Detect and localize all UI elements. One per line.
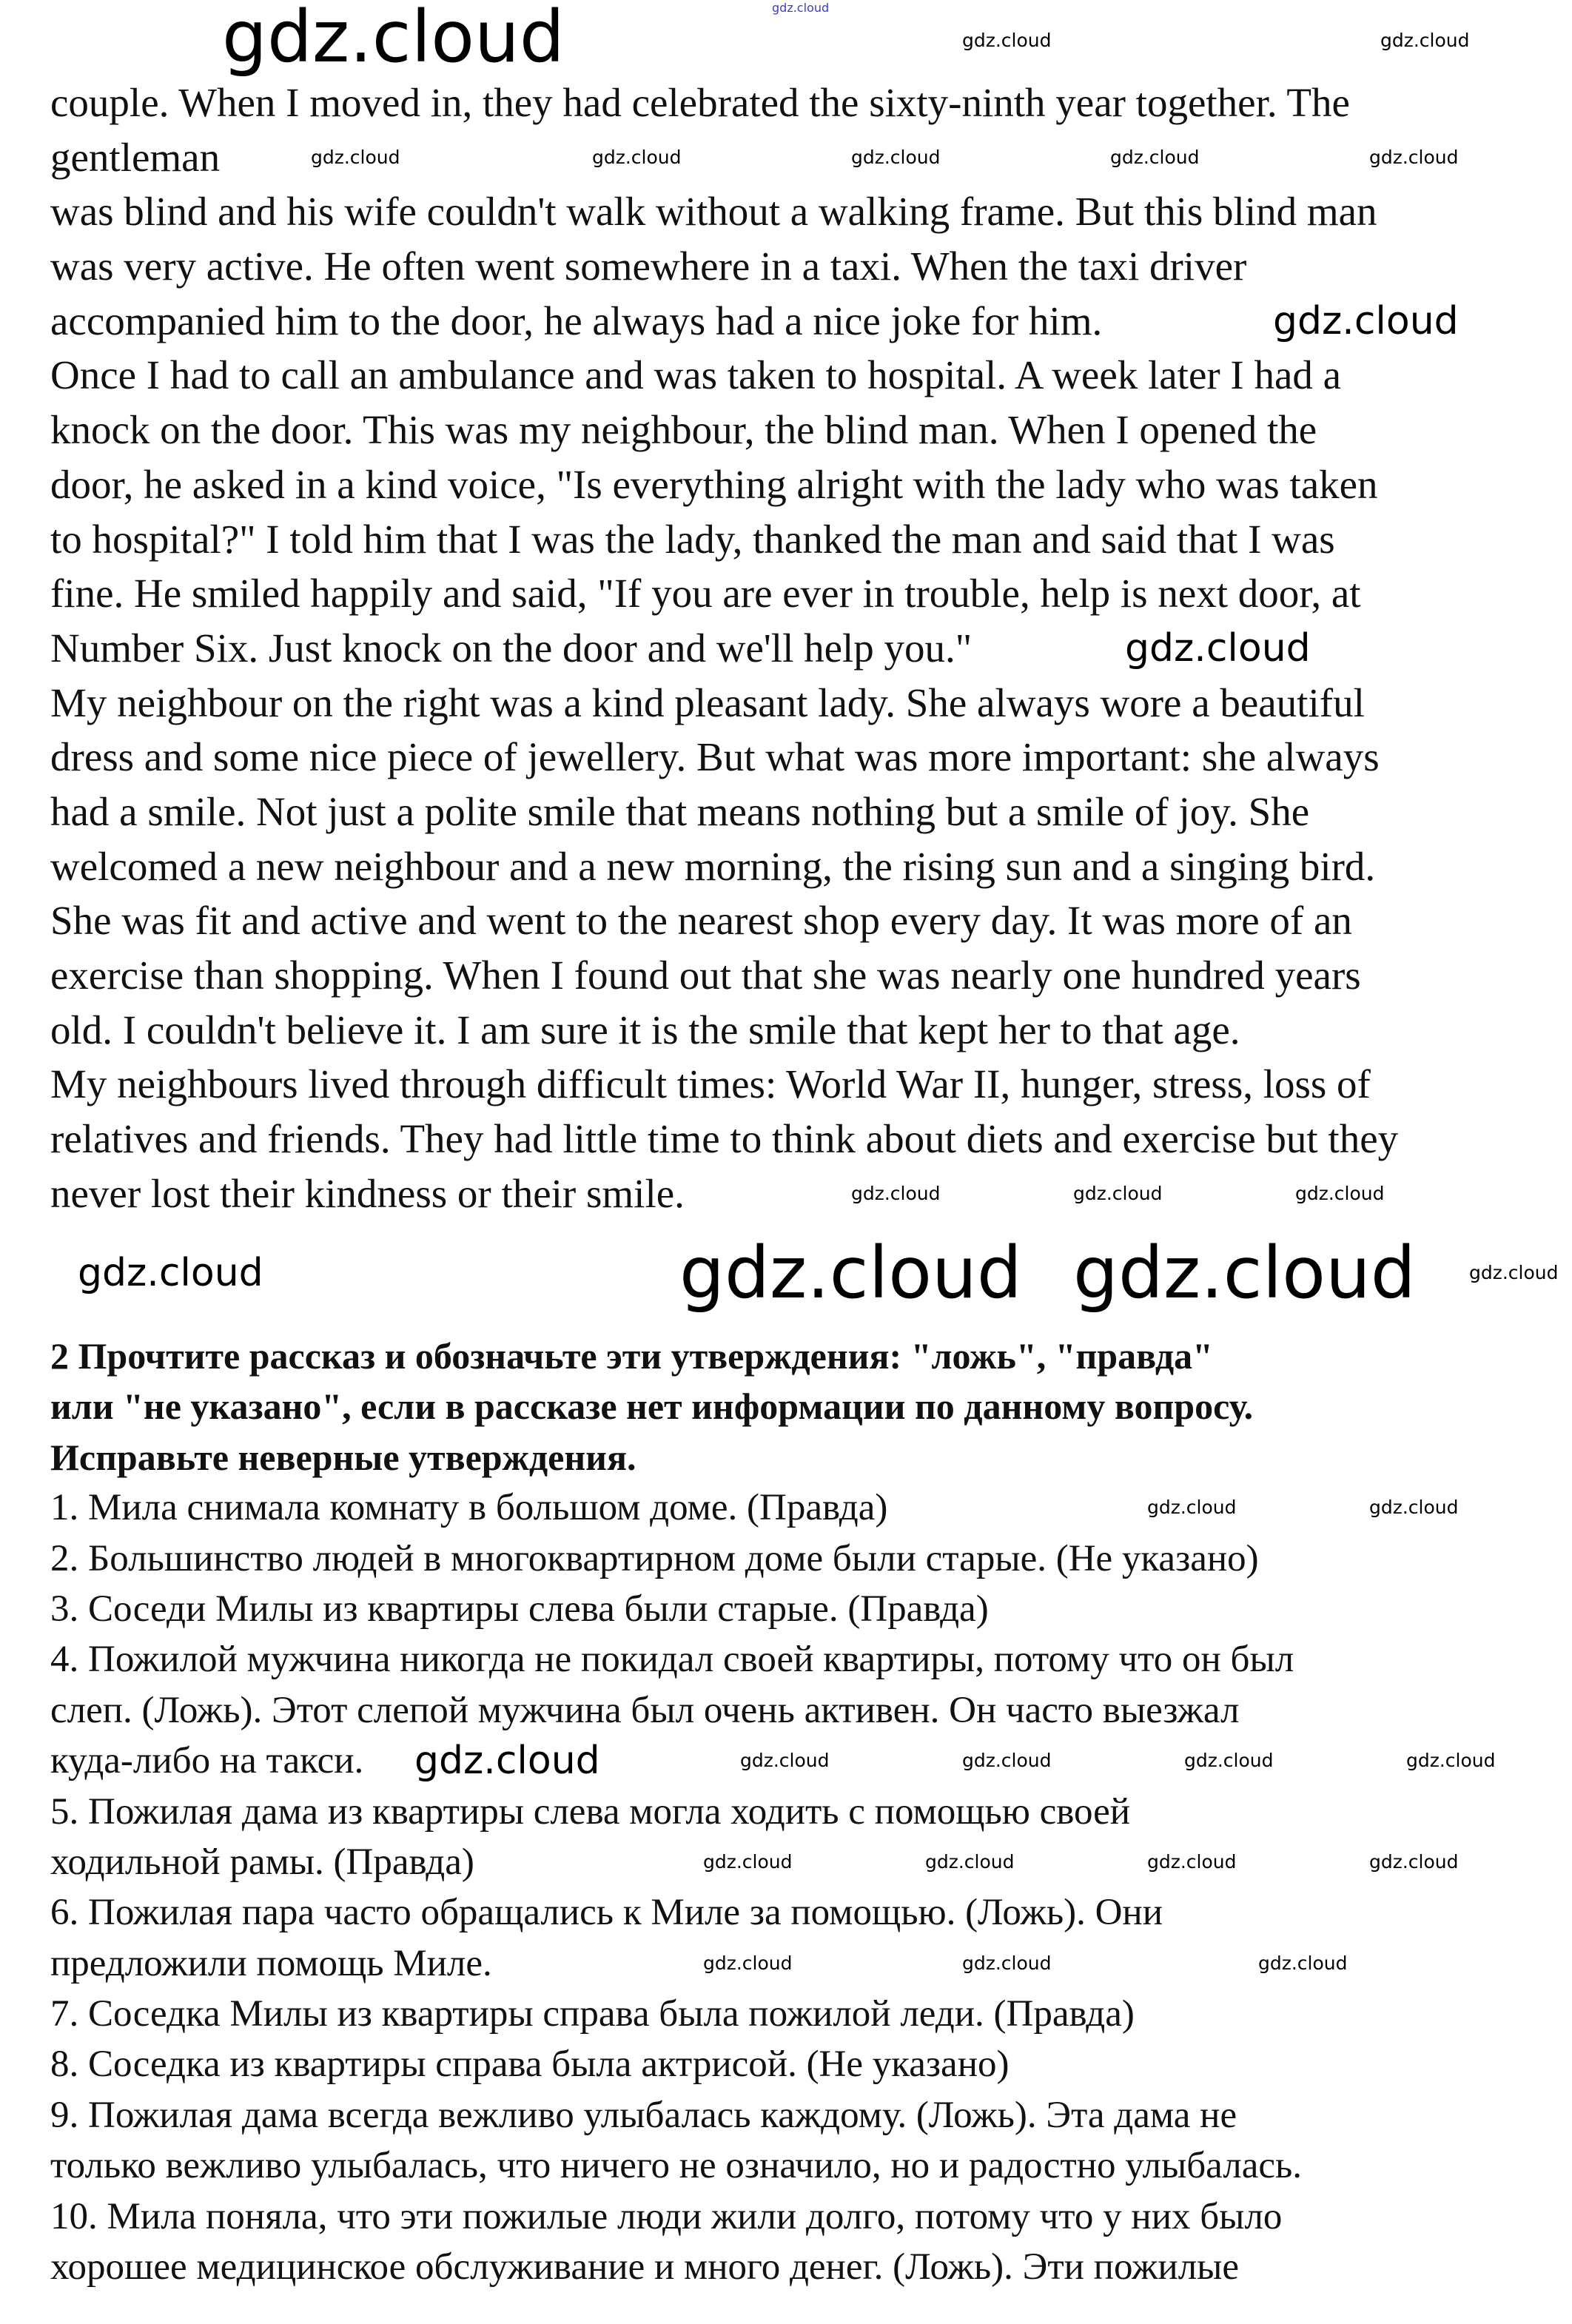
story-line: fine. He smiled happily and said, "If you are ever in trouble, help is next door, at bbox=[50, 571, 1361, 617]
answer-line: хорошее медицинское обслуживание и много денег. (Ложь). Эти пожилые bbox=[50, 2246, 1240, 2288]
story-line: to hospital?" I told him that I was the lady, thanked the man and said that I was bbox=[50, 516, 1335, 562]
watermark: gdz.cloud bbox=[1147, 1497, 1237, 1518]
watermark: gdz.cloud bbox=[1273, 299, 1459, 343]
task-heading-line: 2 Прочтите рассказ и обозначьте эти утверждения: "ложь", "правда" bbox=[50, 1335, 1213, 1377]
story-line: old. I couldn't believe it. I am sure it is the smile that kept her to that age. bbox=[50, 1007, 1240, 1052]
answer-line: 5. Пожилая дама из квартиры слева могла ходить с помощью своей bbox=[50, 1790, 1131, 1833]
watermark: gdz.cloud bbox=[1369, 147, 1459, 168]
story-text bbox=[50, 75, 1545, 1220]
watermark: gdz.cloud bbox=[414, 1739, 600, 1783]
story-line: had a smile. Not just a polite smile that means nothing but a smile of joy. She bbox=[50, 788, 1310, 834]
answer-line: 1. Мила снимала комнату в большом доме. (Правда) bbox=[50, 1487, 888, 1529]
answer-line: 2. Большинство людей в многоквартирном доме были старые. (Не указано) bbox=[50, 1537, 1259, 1579]
watermark: gdz.cloud bbox=[1125, 626, 1311, 671]
watermark: gdz.cloud bbox=[1469, 1262, 1559, 1283]
story-line: She was fit and active and went to the nearest shop every day. It was more of an bbox=[50, 898, 1352, 944]
watermark: gdz.cloud bbox=[851, 1183, 941, 1204]
answer-line: предложили помощь Миле. bbox=[50, 1942, 492, 1984]
watermark: gdz.cloud bbox=[962, 30, 1052, 51]
story-line: door, he asked in a kind voice, "Is everything alright with the lady who was taken bbox=[50, 461, 1378, 507]
story-line: welcomed a new neighbour and a new morning, the rising sun and a singing bird. bbox=[50, 843, 1376, 889]
story-line: gentleman bbox=[50, 134, 221, 180]
watermark: gdz.cloud bbox=[962, 1750, 1052, 1771]
answer-line: 3. Соседи Милы из квартиры слева были старые. (Правда) bbox=[50, 1588, 989, 1630]
story-line: exercise than shopping. When I found out that she was nearly one hundred years bbox=[50, 953, 1361, 998]
watermark: gdz.cloud bbox=[222, 0, 565, 78]
watermark: gdz.cloud bbox=[592, 147, 682, 168]
task-answers bbox=[50, 1482, 1553, 2292]
answer-line: ходильной рамы. (Правда) bbox=[50, 1841, 474, 1883]
watermark: gdz.cloud bbox=[78, 1251, 263, 1295]
story-line: was blind and his wife couldn't walk without a walking frame. But this blind man bbox=[50, 189, 1377, 235]
story-line: was very active. He often went somewhere in a taxi. When the taxi driver bbox=[50, 244, 1247, 289]
task-section bbox=[50, 1331, 1553, 2292]
watermark: gdz.cloud bbox=[925, 1851, 1015, 1873]
watermark: gdz.cloud bbox=[1406, 1750, 1496, 1771]
answer-line: только вежливо улыбалась, что ничего не означило, но и радостно улыбалась. bbox=[50, 2145, 1302, 2187]
story-line: Number Six. Just knock on the door and we'll help you." bbox=[50, 625, 973, 671]
story-line: My neighbour on the right was a kind pleasant lady. She always wore a beautiful bbox=[50, 679, 1365, 725]
watermark: gdz.cloud bbox=[1295, 1183, 1385, 1204]
story-line: never lost their kindness or their smile. bbox=[50, 1170, 685, 1216]
answer-line: 7. Соседка Милы из квартиры справа была пожилой леди. (Правда) bbox=[50, 1993, 1135, 2035]
story-line: My neighbours lived through difficult times: World War II, hunger, stress, loss of bbox=[50, 1061, 1371, 1107]
answer-line: 4. Пожилой мужчина никогда не покидал своей квартиры, потому что он был bbox=[50, 1639, 1294, 1681]
answer-line: слеп. (Ложь). Этот слепой мужчина был очень активен. Он часто выезжал bbox=[50, 1689, 1240, 1731]
task-heading-line: Исправьте неверные утверждения. bbox=[50, 1436, 636, 1478]
answer-line: куда-либо на такси. bbox=[50, 1740, 364, 1782]
watermark: gdz.cloud bbox=[1110, 147, 1200, 168]
watermark: gdz.cloud bbox=[679, 1232, 1022, 1314]
story-line: dress and some nice piece of jewellery. But what was more important: she always bbox=[50, 734, 1380, 780]
watermark: gdz.cloud bbox=[1184, 1750, 1274, 1771]
story-line: relatives and friends. They had little time to think about diets and exercise but they bbox=[50, 1116, 1399, 1162]
watermark: gdz.cloud bbox=[1147, 1851, 1237, 1873]
watermark: gdz.cloud bbox=[1073, 1232, 1416, 1314]
watermark: gdz.cloud bbox=[740, 1750, 830, 1771]
answer-line: 10. Мила поняла, что эти пожилые люди жили долго, потому что у них было bbox=[50, 2195, 1283, 2237]
answer-line: 6. Пожилая пара часто обращались к Миле за помощью. (Ложь). Они bbox=[50, 1892, 1163, 1934]
watermark: gdz.cloud bbox=[703, 1851, 793, 1873]
answer-line: 8. Соседка из квартиры справа была актрисой. (Не указано) bbox=[50, 2043, 1010, 2086]
watermark: gdz.cloud bbox=[1073, 1183, 1163, 1204]
watermark: gdz.cloud bbox=[703, 1952, 793, 1974]
watermark: gdz.cloud bbox=[772, 1, 830, 15]
watermark: gdz.cloud bbox=[1380, 30, 1470, 51]
story-line: couple. When I moved in, they had celebrated the sixty-ninth year together. The bbox=[50, 80, 1350, 125]
watermark: gdz.cloud bbox=[962, 1952, 1052, 1974]
watermark: gdz.cloud bbox=[1258, 1952, 1348, 1974]
task-heading bbox=[50, 1331, 1553, 1482]
story-line: knock on the door. This was my neighbour, the blind man. When I opened the bbox=[50, 407, 1317, 453]
watermark: gdz.cloud bbox=[311, 147, 400, 168]
watermark: gdz.cloud bbox=[1369, 1851, 1459, 1873]
story-line: Once I had to call an ambulance and was taken to hospital. A week later I had a bbox=[50, 352, 1342, 398]
story-line: accompanied him to the door, he always had a nice joke for him. bbox=[50, 298, 1103, 343]
watermark: gdz.cloud bbox=[1369, 1497, 1459, 1518]
watermark: gdz.cloud bbox=[851, 147, 941, 168]
task-heading-line: или "не указано", если в рассказе нет информации по данному вопросу. bbox=[50, 1386, 1254, 1428]
answer-line: 9. Пожилая дама всегда вежливо улыбалась каждому. (Ложь). Эта дама не bbox=[50, 2094, 1237, 2136]
